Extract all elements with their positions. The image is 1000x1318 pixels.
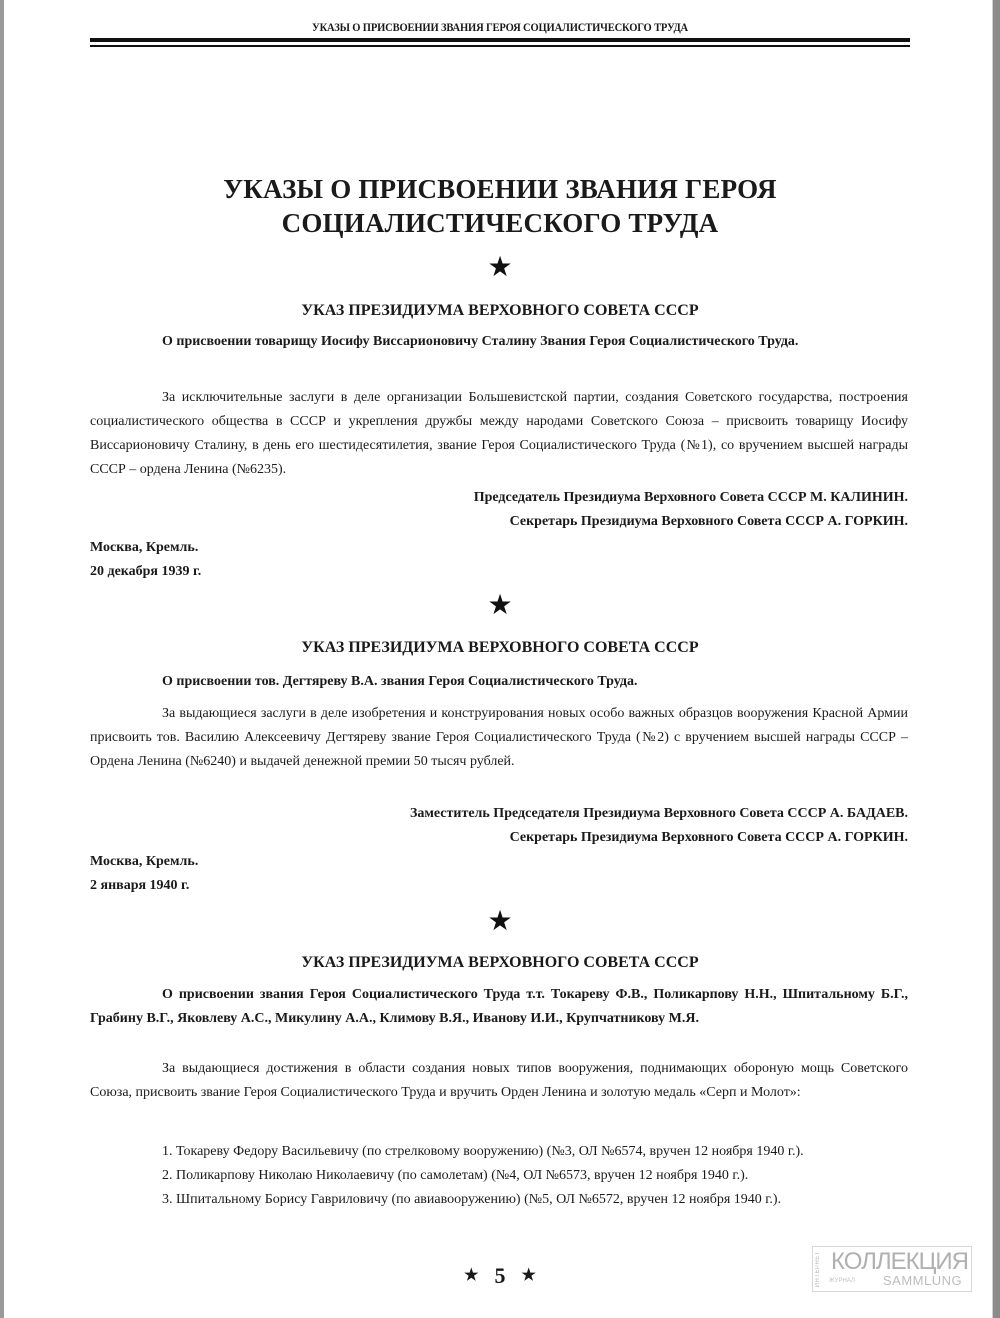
star-icon: ★ [487,252,513,283]
decree-heading: УКАЗ ПРЕЗИДИУМА ВЕРХОВНОГО СОВЕТА СССР [301,639,699,656]
list-item: 3. Шпитальному Борису Гавриловичу (по авиавооружению) (№5, ОЛ №6572, вручен 12 ноября 1940 г.). [162,1192,782,1207]
page-title [90,172,910,240]
star-icon: ★ [464,1267,479,1284]
list-item: 1. Токареву Федору Васильевичу (по стрелковому вооружению) (№3, ОЛ №6574, вручен 12 ноября 1940 г.). [162,1144,804,1159]
watermark-logo [812,1246,972,1292]
page-title-line2: СОЦИАЛИСТИЧЕСКОГО ТРУДА [281,208,719,238]
signature-secretary: Секретарь Президиума Верховного Совета СССР А. ГОРКИН. [509,514,908,529]
header-rule-thick [90,38,910,42]
page-number: 5 [494,1263,506,1288]
decree-body: За выдающиеся заслуги в деле изобретения и конструирования новых особо важных образцов вооружения Красной Армии присвоить тов. Василию Алексеевичу Дегтяреву звание Героя Социалистического Труда (№2) с вручением высшей награды СССР – Ордена Ленина (№6240) и выдачей денежной премии 50 тысяч рублей. [90,706,908,769]
list-item: 2. Поликарпову Николаю Николаевичу (по самолетам) (№4, ОЛ №6573, вручен 12 ноября 1940 г.). [162,1168,749,1183]
page-title-line1: УКАЗЫ О ПРИСВОЕНИИ ЗВАНИЯ ГЕРОЯ [223,174,777,204]
star-icon: ★ [487,906,513,937]
page-edge-left [0,0,4,1318]
watermark-side-text: ИНТЕРНЕТ [815,1251,821,1288]
star-icon: ★ [521,1267,536,1284]
running-head: УКАЗЫ О ПРИСВОЕНИИ ЗВАНИЯ ГЕРОЯ СОЦИАЛИСТИЧЕСКОГО ТРУДА [311,20,688,34]
decree-place: Москва, Кремль. [90,854,199,869]
page-edge-right [992,0,1000,1318]
signature-secretary: Секретарь Президиума Верховного Совета СССР А. ГОРКИН. [509,830,908,845]
decree-body: За исключительные заслуги в деле организации Большевистской партии, создания Советского государства, построения социалистического общества в СССР и укрепления дружбы между народами Советского Союза – присвоить товарищу Иосифу Виссарионовичу Сталину, в день его шестидесятилетия, звание Героя Социалистического Труда (№1), со вручением высшей награды СССР – ордена Ленина (№6235). [90,390,908,477]
signature-chairman: Председатель Президиума Верховного Совета СССР М. КАЛИНИН. [473,490,908,505]
decree-subject: О присвоении товарищу Иосифу Виссарионовичу Сталину Звания Героя Социалистического Труда. [162,334,799,349]
decree-subject: О присвоении тов. Дегтяреву В.А. звания Героя Социалистического Труда. [162,674,638,689]
decree-heading: УКАЗ ПРЕЗИДИУМА ВЕРХОВНОГО СОВЕТА СССР [301,954,699,971]
signature-deputy-chairman: Заместитель Председателя Президиума Верховного Совета СССР А. БАДАЕВ. [409,806,908,821]
awardee-list [90,1140,908,1212]
watermark-main-text: КОЛЛЕКЦИЯ [831,1248,968,1275]
decree-subject: О присвоении звания Героя Социалистического Труда т.т. Токареву Ф.В., Поликарпову Н.Н., Шпитальному Б.Г., Грабину В.Г., Яковлеву А.С., Микулину А.А., Климову В.Я., Иванову И.И., Крупчатникову М.Я. [90,987,908,1026]
decree-body: За выдающиеся достижения в области создания новых типов вооружения, поднимающих обороную мощь Советского Союза, присвоить звание Героя Социалистического Труда и вручить Орден Ленина и золотую медаль «Серп и Молот»: [90,1061,908,1100]
watermark-sub-text: SAMMLUNG [883,1273,963,1288]
decree-date: 20 декабря 1939 г. [90,564,202,579]
star-icon: ★ [487,590,513,621]
decree-date: 2 января 1940 г. [90,878,190,893]
decree-place: Москва, Кремль. [90,540,199,555]
header-rule-thin [90,45,910,47]
decree-heading: УКАЗ ПРЕЗИДИУМА ВЕРХОВНОГО СОВЕТА СССР [301,302,699,319]
watermark-journal-text: ЖУРНАЛ [829,1278,855,1284]
